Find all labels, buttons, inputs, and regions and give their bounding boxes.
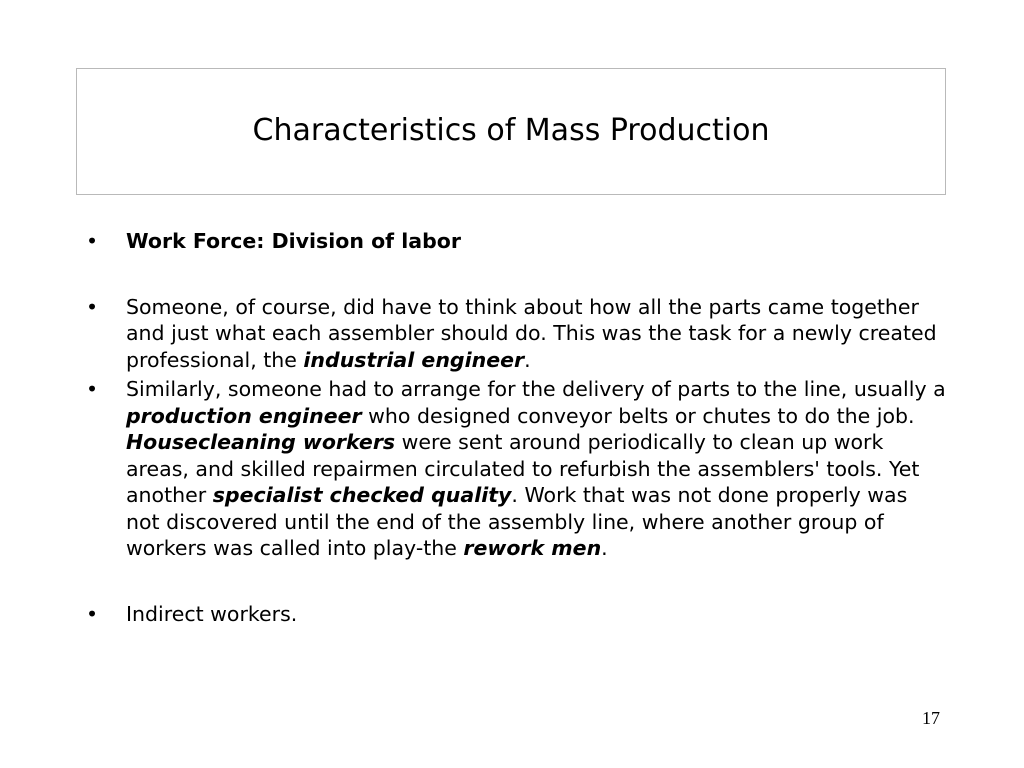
bullet-icon: • <box>86 229 99 253</box>
bullet-text-indirect-workers: Indirect workers. <box>126 601 298 626</box>
bullet-text: who designed conveyor belts or chutes to do the job. <box>361 403 915 428</box>
bullet-text: were sent around periodically to clean up work areas, and skilled repairmen circulated to refurbish the assemblers' tools. Yet another <box>126 430 920 507</box>
bullet-icon: • <box>86 294 99 319</box>
bullet-text: . Work that was not done properly was not discovered until the end of the assembly line, where another group of workers was called into play-the <box>126 483 908 560</box>
bullet-icon: • <box>86 377 99 401</box>
emphasis-industrial-engineer: industrial engineer <box>303 347 525 372</box>
emphasis-housecleaning-workers: Housecleaning workers <box>126 430 396 454</box>
bullet-text: . <box>524 347 531 372</box>
bullet-text-work-force: Work Force: Division of labor <box>126 229 461 253</box>
page-number: 17 <box>922 708 940 728</box>
bullet-text: Someone, of course, did have to think about how all the parts came together and just what each assembler should do. This was the task for a newly created professional, the <box>126 294 937 372</box>
bullet-item-indirect-workers <box>86 601 946 628</box>
bullet-item-industrial-engineer <box>86 294 946 374</box>
bullet-text: Similarly, someone had to arrange for the delivery of parts to the line, usually a <box>126 377 946 401</box>
emphasis-rework-men: rework men <box>463 536 602 560</box>
emphasis-production-engineer: production engineer <box>126 403 362 428</box>
bullet-list <box>86 228 946 627</box>
title-box <box>76 68 946 195</box>
bullet-item-work-force <box>86 228 946 255</box>
slide-title: Characteristics of Mass Production <box>252 113 770 148</box>
bullet-item-production-engineer <box>86 376 946 562</box>
bullet-text: . <box>601 536 608 560</box>
emphasis-specialist-checked-quality: specialist checked quality <box>212 483 512 507</box>
bullet-icon: • <box>86 601 99 626</box>
